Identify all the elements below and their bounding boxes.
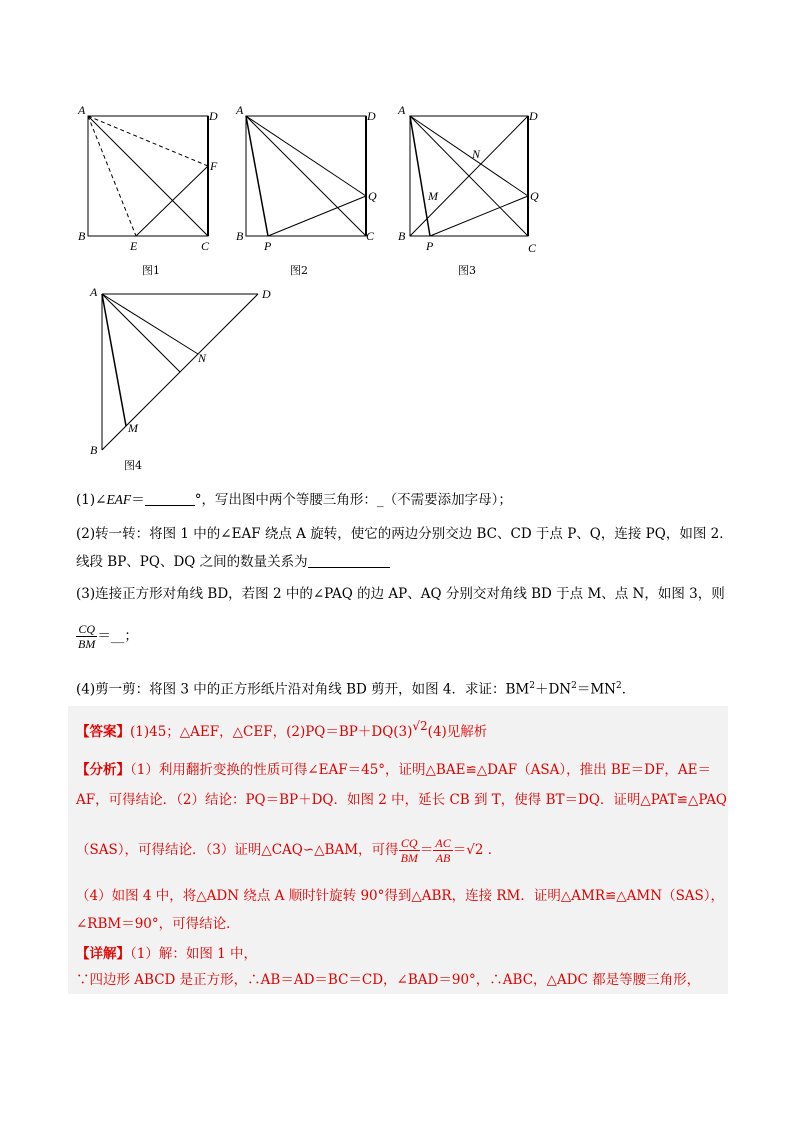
analysis-line-3: （SAS），可得结论．（3）证明△CAQ∽△BAM，可得 $\frac{CQ}{BM}$ ＝ $\frac{AC}{AB}$ ＝√2 ．: [76, 836, 502, 865]
fig3-label-q: Q: [530, 189, 539, 203]
answer-sqrt: √2: [412, 719, 428, 733]
fig3-label-m: M: [428, 189, 438, 203]
q2-answer-blank[interactable]: [308, 553, 390, 568]
figure-3-caption: 图3: [458, 264, 476, 277]
analysis-line-5: ∠RBM＝90°，可得结论．: [76, 916, 240, 932]
detail-line-1: 【详解】（1）解：如图 1 中，: [76, 946, 258, 962]
question-2-line-1: (2)转一转：将图 1 中的∠EAF 绕点 A 旋转，使它的两边分别交边 BC、CD 于点 P、Q，连接 PQ，如图 2．: [76, 526, 733, 542]
q1-angle-name: EAF: [106, 492, 132, 507]
figure-3-diagram: [398, 104, 548, 254]
figure-1-caption: 图1: [142, 264, 160, 277]
detail-line-2: ∵四边形 ABCD 是正方形，∴AB＝AD＝BC＝CD，∠BAD＝90°，∴ABC，△ADC 都是等腰三角形，: [76, 972, 701, 988]
fig4-label-m: M: [128, 421, 138, 435]
fig2-label-c: C: [366, 229, 375, 243]
q1-prefix: (1)∠: [76, 492, 107, 508]
q3-answer-blank[interactable]: ＝__；: [97, 628, 138, 644]
figure-1: [78, 104, 228, 254]
analysis-tag: 【分析】: [76, 762, 130, 778]
fig4-label-a: A: [90, 285, 98, 299]
figure-3: [398, 104, 548, 254]
analysis-line-1: 【分析】（1）利用翻折变换的性质可得∠EAF＝45°，证明△BAE≌△DAF（ASA），推出 BE＝DF，AE＝: [76, 762, 711, 778]
question-3-line-1: (3)连接正方形对角线 BD，若图 2 中的∠PAQ 的边 AP、AQ 分别交对角线 BD 于点 M、点 N，如图 3，则: [76, 586, 725, 602]
answer-line: 【答案】(1)45；△AEF，△CEF，(2)PQ＝BP＋DQ(3)√2(4)见解析: [76, 719, 488, 740]
fig1-label-c: C: [201, 239, 210, 253]
q2-text: 线段 BP、PQ、DQ 之间的数量关系为: [76, 554, 308, 570]
detail-tag: 【详解】: [76, 946, 130, 962]
fig1-label-b: B: [78, 229, 86, 243]
analysis-line-2: AF，可得结论．（2）结论：PQ＝BP＋DQ．如图 2 中，延长 CB 到 T，使得 BT＝DQ．证明△PAT≌△PAQ: [76, 792, 728, 808]
figure-4: [88, 284, 288, 464]
q1-equals: ＝: [131, 492, 145, 508]
fig1-label-a: A: [78, 103, 86, 117]
figure-1-diagram: [78, 104, 228, 254]
fig2-label-d: D: [367, 109, 376, 123]
question-2-line-2: [76, 552, 390, 572]
fig3-label-c: C: [528, 241, 537, 255]
fig1-label-f: F: [210, 159, 218, 173]
fig4-label-d: D: [262, 287, 271, 301]
q1-text: °，写出图中两个等腰三角形：_（不需要添加字母）；: [194, 492, 512, 508]
q3-fraction: $\frac{CQ}{BM}$: [78, 622, 96, 651]
fig3-label-a: A: [398, 103, 406, 117]
fig4-label-b: B: [90, 443, 98, 457]
question-1: [76, 490, 512, 510]
figure-2-caption: 图2: [290, 264, 308, 277]
question-4: (4)剪一剪：将图 3 中的正方形纸片沿对角线 BD 剪开，如图 4．求证：$BM^2+DN^2=MN^2$．: [76, 681, 636, 698]
fig3-label-n: N: [472, 147, 481, 161]
q1-answer-blank[interactable]: [145, 491, 195, 506]
analysis-line-4: （4）如图 4 中，将△ADN 绕点 A 顺时针旋转 90°得到△ABR，连接 RM．证明△AMR≌△AMN（SAS），: [76, 888, 725, 904]
analysis-fraction-ac-ab: $\frac{AC}{AB}$: [435, 836, 451, 865]
fig2-label-b: B: [236, 229, 244, 243]
figure-2-diagram: [236, 104, 386, 254]
fig2-label-a: A: [236, 103, 244, 117]
fig4-label-n: N: [198, 351, 207, 365]
fig3-label-p: P: [426, 239, 434, 253]
fig3-label-b: B: [398, 229, 406, 243]
fig2-label-q: Q: [368, 189, 377, 203]
fig1-label-d: D: [209, 109, 218, 123]
question-3-line-2: [76, 622, 138, 651]
figure-4-caption: 图4: [124, 459, 142, 472]
fig1-label-e: E: [130, 239, 138, 253]
answer-tag: 【答案】: [76, 724, 130, 740]
fig3-label-d: D: [529, 109, 538, 123]
figure-2: [236, 104, 386, 254]
fig2-label-p: P: [264, 239, 272, 253]
analysis-fraction-cq-bm: $\frac{CQ}{BM}$: [400, 836, 418, 865]
figure-4-diagram: [88, 284, 288, 464]
